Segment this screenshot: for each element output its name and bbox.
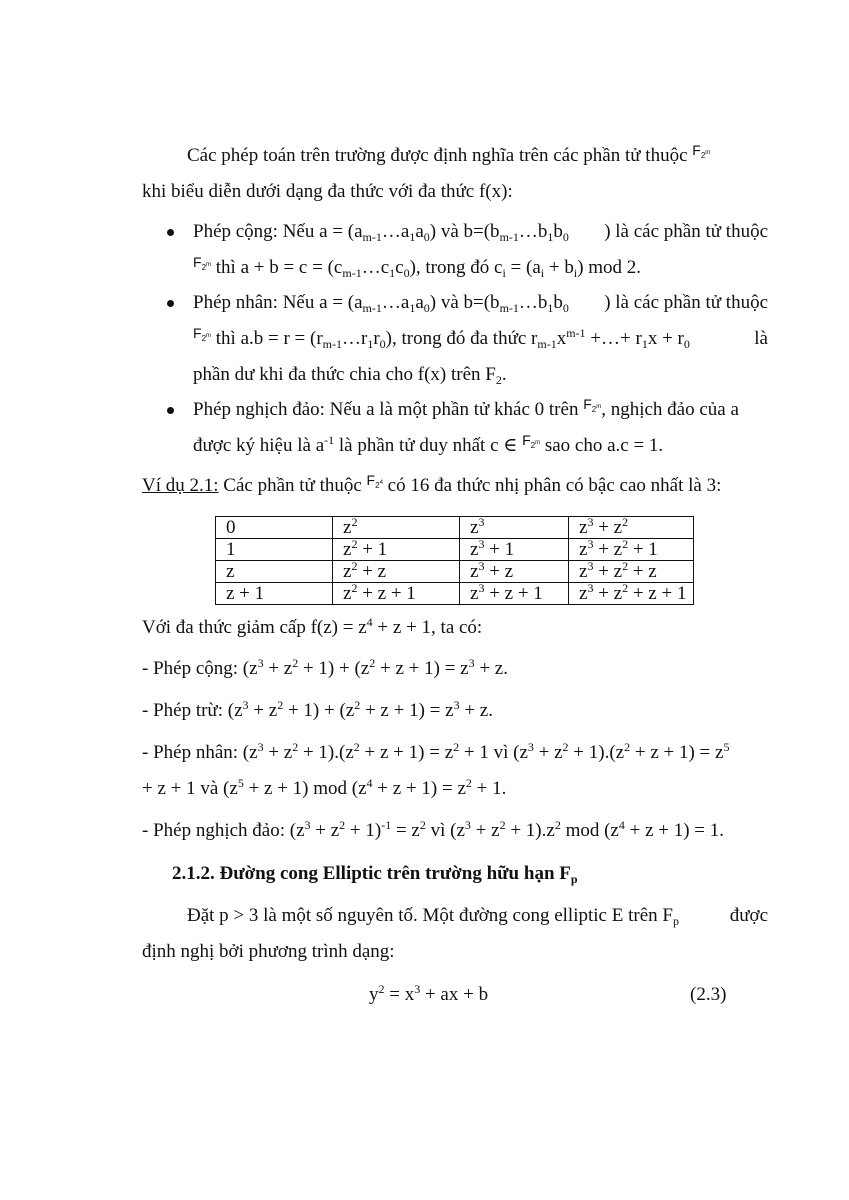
table-cell: $z^2$ xyxy=(333,517,460,539)
section-paragraph-line-1: Đặt p > 3 là một số nguyên tố. Một đường cong elliptic E trên $F_p$ được xyxy=(187,905,768,928)
bullet-inv-line-2: được ký hiệu là $a^{-1}$ là phần tử duy nhất c ∈ $^{F_{2^m}}$ sao cho a.c = 1. xyxy=(193,432,664,456)
table-cell: $z^3 + 1$ xyxy=(460,539,569,561)
table-cell: $z^3 + z^2 + 1$ xyxy=(569,539,694,561)
table-cell: $z^2 + z$ xyxy=(333,561,460,583)
bullet-inv-line-1: Phép nghịch đảo: Nếu a là một phần tử khác 0 trên $^{F_{2^m}}$, nghịch đảo của a xyxy=(193,396,739,420)
table-cell: 0 xyxy=(216,517,333,539)
op-multiplication-line-2: + z + 1 và $(z^5 + z + 1)$ mod $(z^4 + z + 1) = z^2 + 1$. xyxy=(142,776,507,799)
intro-line-2: khi biểu diễn dưới dạng đa thức với đa thức f(x): xyxy=(142,181,513,202)
table-row xyxy=(216,517,694,539)
table-cell: 1 xyxy=(216,539,333,561)
bullet-dot xyxy=(167,300,174,307)
field-symbol-f2m: F2m xyxy=(583,396,602,414)
equation: $y^2 = x^3$ + ax + b xyxy=(369,982,489,1005)
table-cell: $z^2 + 1$ xyxy=(333,539,460,561)
bullet-add-line-2: $^{F_{2^m}}$ thì $a + b = c = (c_{m-1}\dots c_1c_0)$, trong đó $c_i = (a_i + b_i)$ mod 2. xyxy=(193,254,642,280)
table-cell: $z^2 + z + 1$ xyxy=(333,583,460,605)
field-symbol-f24: F24 xyxy=(366,472,383,490)
bullet-mul-line-3: phần dư khi đa thức chia cho f(x) trên $F_2$. xyxy=(193,364,507,387)
table-row xyxy=(216,583,694,605)
table-cell: $z^3 + z$ xyxy=(460,561,569,583)
field-symbol-f2m: F2m xyxy=(522,432,541,450)
table-cell: z + 1 xyxy=(216,583,333,605)
intro-line-1: Các phép toán trên trường được định nghĩa trên các phần tử thuộc $^{F_{2^m}}$ xyxy=(187,142,711,166)
op-addition-line: - Phép cộng: $(z^3 + z^2 + 1) + (z^2 + z + 1) = z^3 + z$. xyxy=(142,656,508,679)
section-heading: 2.1.2. Đường cong Elliptic trên trường hữu hạn $F_p$ xyxy=(172,863,578,886)
equation-number: (2.3) xyxy=(690,984,727,1005)
table-cell: $z^3$ xyxy=(460,517,569,539)
field-symbol-f2m: F2m xyxy=(193,254,212,272)
op-multiplication-line-1: - Phép nhân: $(z^3 + z^2 + 1).(z^2 + z + 1) = z^2 + 1$ vì $(z^3 + z^2 + 1).(z^2 + z + 1) = z^5$ xyxy=(142,740,730,763)
table-row xyxy=(216,561,694,583)
table-cell: z xyxy=(216,561,333,583)
field-symbol-f2m: F2m xyxy=(692,142,711,160)
section-paragraph-line-2: định nghị bởi phương trình dạng: xyxy=(142,941,395,962)
bullet-mul-line-1: Phép nhân: Nếu $a = (a_{m-1}\dots a_1a_0)$ và $b=(b_{m-1}\dots b_1b_0$ ) là các phần tử thuộc xyxy=(193,292,768,315)
reduction-polynomial-line: Với đa thức giảm cấp $f(z) = z^4 + z + 1$, ta có: xyxy=(142,615,483,638)
field-symbol-f2m: F2m xyxy=(193,325,212,343)
polynomial-table xyxy=(215,516,694,605)
table-cell: $z^3 + z + 1$ xyxy=(460,583,569,605)
table-row xyxy=(216,539,694,561)
table-cell: $z^3 + z^2 + z$ xyxy=(569,561,694,583)
bullet-dot xyxy=(167,407,174,414)
table-cell: $z^3 + z^2$ xyxy=(569,517,694,539)
op-inverse-line: - Phép nghịch đảo: $(z^3 + z^2 + 1)^{-1} = z^2$ vì $(z^3 + z^2 + 1).z^2$ mod $(z^4 + z + 1) = 1$. xyxy=(142,818,725,841)
op-subtraction-line: - Phép trừ: $(z^3 + z^2 + 1) + (z^2 + z + 1) = z^3 + z$. xyxy=(142,698,493,721)
bullet-mul-line-2: $^{F_{2^m}}$ thì $a.b = r = (r_{m-1}\dots r_1r_0)$, trong đó đa thức $r_{m-1}x^{m-1}$ +…+ $r_1x + r_0$ là xyxy=(193,325,768,351)
table-cell: $z^3 + z^2 + z + 1$ xyxy=(569,583,694,605)
example-label: Ví dụ 2.1: xyxy=(142,475,219,496)
bullet-dot xyxy=(167,229,174,236)
example-line: Ví dụ 2.1: Các phần tử thuộc $^{F_{2^4}}$ có 16 đa thức nhị phân có bậc cao nhất là 3: xyxy=(142,472,722,496)
bullet-add-line-1: Phép cộng: Nếu $a = (a_{m-1}\dots a_1a_0)$ và $b=(b_{m-1}\dots b_1b_0$ ) là các phần tử thuộc xyxy=(193,221,768,244)
